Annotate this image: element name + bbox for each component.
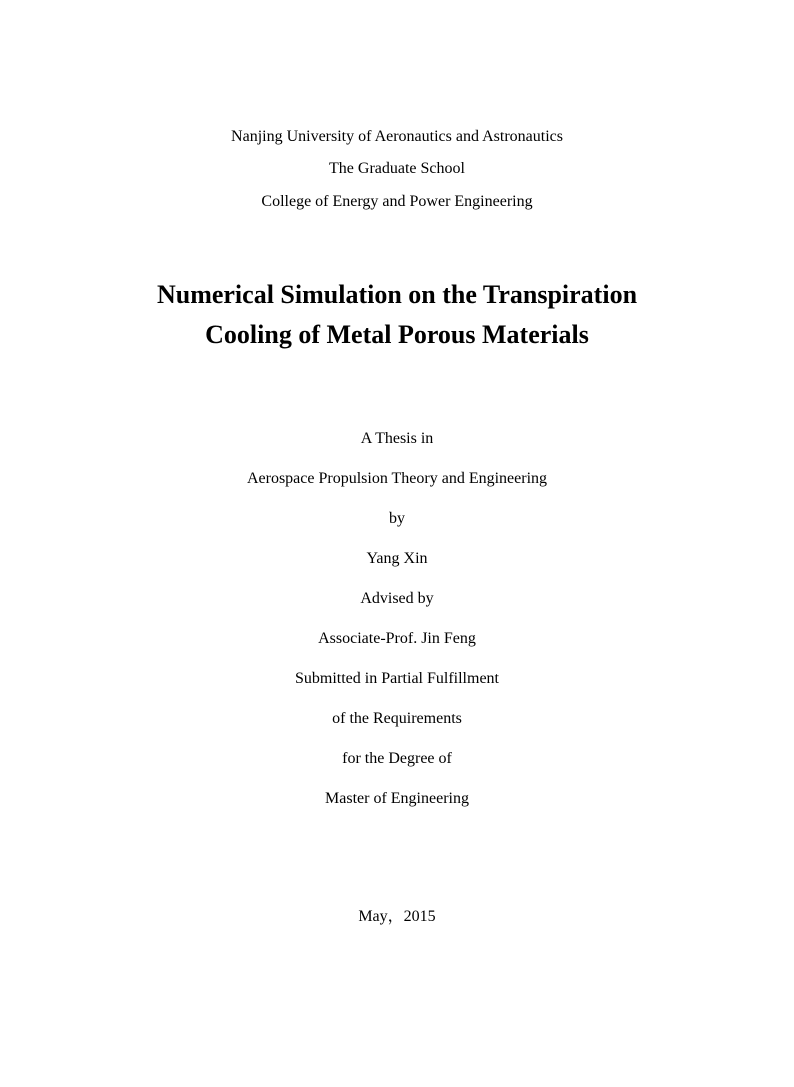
college-name: College of Energy and Power Engineering [261,193,533,210]
degree-name: Master of Engineering [325,790,469,807]
author-name: Yang Xin [366,550,428,567]
degree-of-label: for the Degree of [342,750,452,767]
by-label: by [389,510,405,527]
submitted-statement: Submitted in Partial Fulfillment [295,670,499,687]
advisor-name: Associate-Prof. Jin Feng [318,630,476,647]
thesis-title-line-1: Numerical Simulation on the Transpiration [156,280,638,309]
a-thesis-in-label: A Thesis in [360,430,434,447]
field-of-study: Aerospace Propulsion Theory and Engineering [246,470,548,487]
graduate-school: The Graduate School [329,160,465,177]
thesis-title-line-2: Cooling of Metal Porous Materials [205,320,589,349]
submission-date: May，2015 [358,908,436,925]
advised-by-label: Advised by [360,590,434,607]
university-name: Nanjing University of Aeronautics and Astronautics [231,128,563,145]
requirements-statement: of the Requirements [332,710,462,727]
